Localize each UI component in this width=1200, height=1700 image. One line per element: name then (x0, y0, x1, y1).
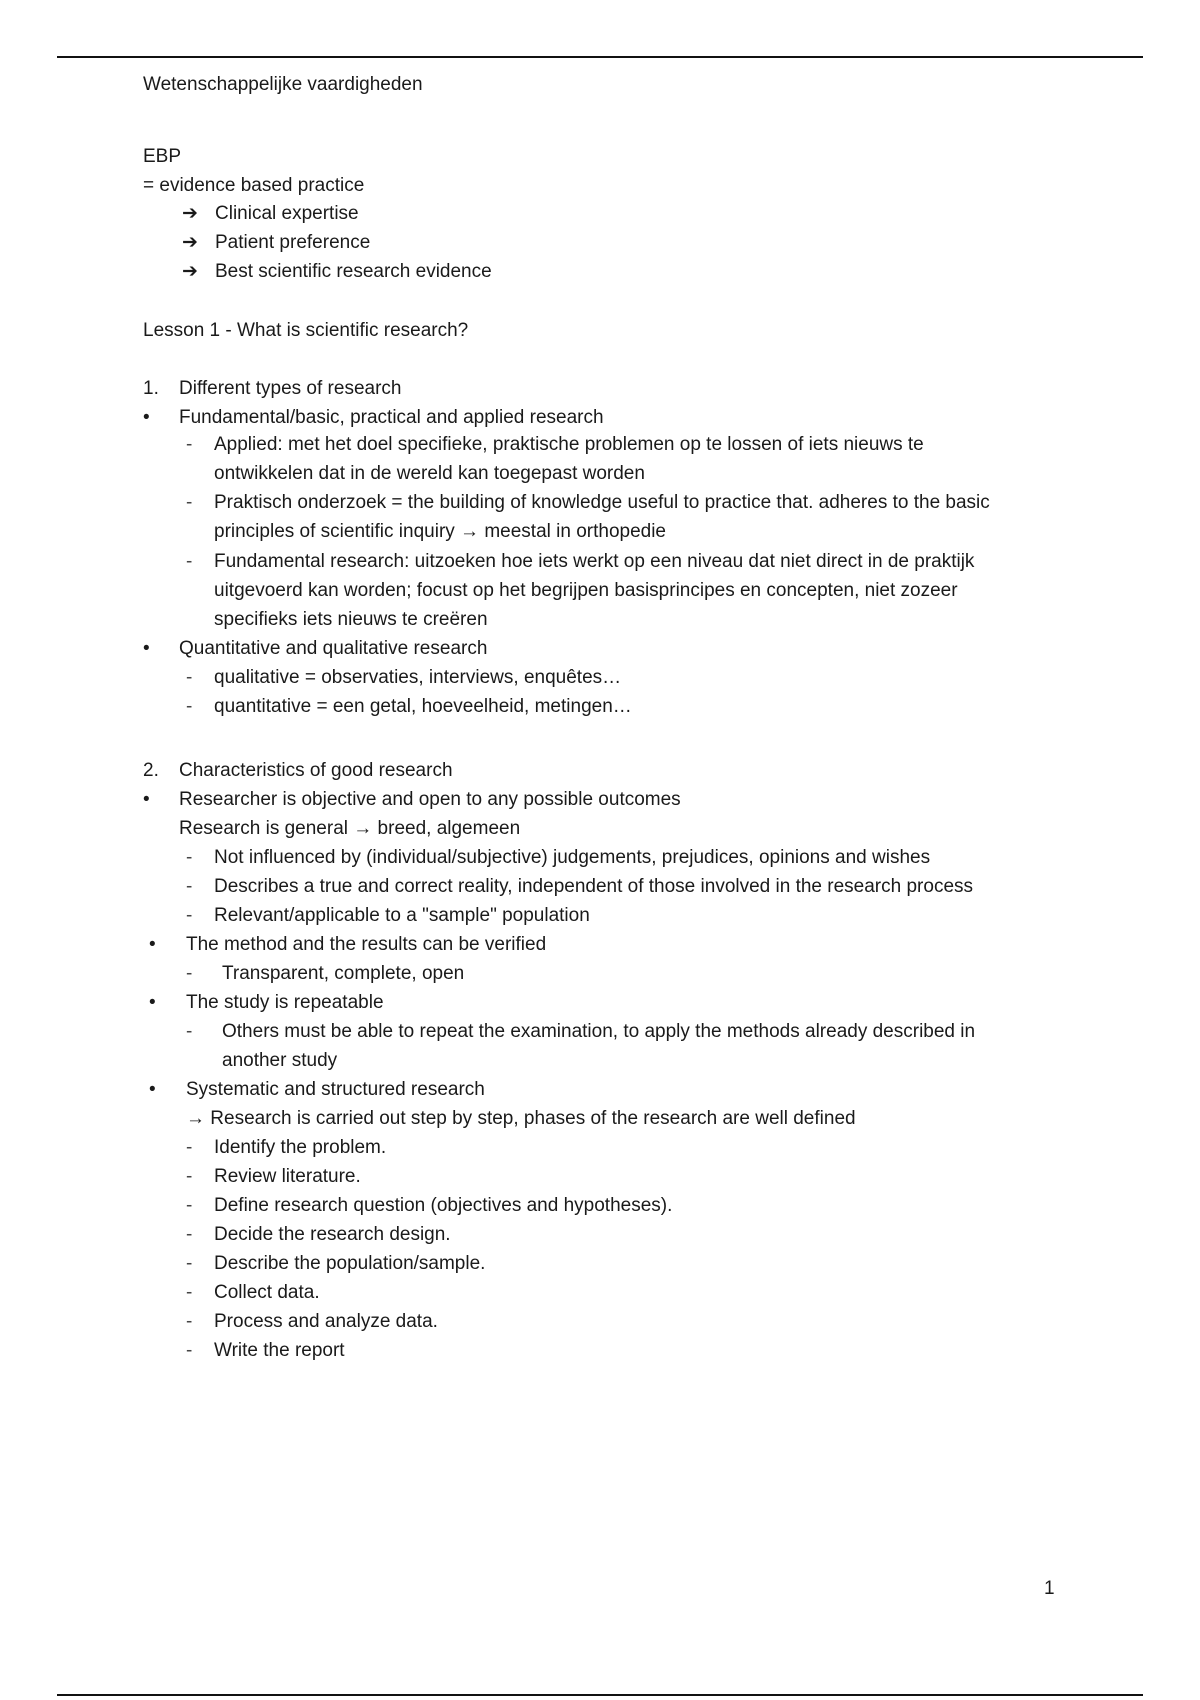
sub-item-continuation: uitgevoerd kan worden; focust op het begrijpen basisprincipes en concepten, niet zozeer (214, 580, 958, 601)
sub-item-continuation: ontwikkelen dat in de wereld kan toegepast worden (214, 463, 645, 484)
dash-icon: - (186, 1311, 193, 1332)
bullet-icon: • (149, 1079, 156, 1100)
dash-icon: - (186, 1195, 193, 1216)
sub-item: Praktisch onderzoek = the building of knowledge useful to practice that. adheres to the basic (214, 492, 990, 513)
dash-icon: - (186, 847, 193, 868)
ebp-item: Clinical expertise (215, 203, 359, 224)
ebp-definition: = evidence based practice (143, 175, 365, 196)
systematic-intro (186, 1106, 856, 1132)
document-title: Wetenschappelijke vaardigheden (143, 74, 423, 95)
step-item: Collect data. (214, 1282, 320, 1303)
dash-icon: - (186, 1021, 193, 1042)
bullet-icon: • (149, 934, 156, 955)
arrow-icon: ➔ (182, 232, 198, 253)
arrow-right-icon: → (353, 818, 373, 839)
step-item: Describe the population/sample. (214, 1253, 486, 1274)
dash-icon: - (186, 1253, 193, 1274)
sub-item-continuation: specifieks iets nieuws te creëren (214, 609, 488, 630)
bullet-icon: • (143, 789, 150, 810)
bullet-item: The study is repeatable (186, 992, 384, 1013)
bullet-text: breed, algemeen (377, 818, 521, 839)
step-item: Identify the problem. (214, 1137, 387, 1158)
arrow-right-icon: → (186, 1108, 205, 1129)
arrow-icon: ➔ (182, 261, 198, 282)
dash-icon: - (186, 1166, 193, 1187)
page-number: 1 (1044, 1578, 1055, 1599)
step-item: Decide the research design. (214, 1224, 451, 1245)
sub-item: qualitative = observaties, interviews, enquêtes… (214, 667, 622, 688)
sub-item: Describes a true and correct reality, independent of those involved in the research process (214, 876, 974, 897)
dash-icon: - (186, 696, 193, 717)
bullet-item: Systematic and structured research (186, 1079, 485, 1100)
dash-icon: - (186, 1340, 193, 1361)
top-rule (57, 56, 1143, 58)
bullet-icon: • (149, 992, 156, 1013)
step-item: Define research question (objectives and hypotheses). (214, 1195, 673, 1216)
dash-icon: - (186, 551, 193, 572)
section-title: Characteristics of good research (179, 760, 453, 781)
section-number: 2. (143, 760, 159, 781)
dash-icon: - (186, 876, 193, 897)
bullet-item: Researcher is objective and open to any possible outcomes (179, 789, 681, 810)
dash-icon: - (186, 434, 193, 455)
sub-item-continuation (214, 519, 666, 545)
bullet-text: Research is general (179, 818, 348, 839)
step-item: Write the report (214, 1340, 345, 1361)
lesson-title: Lesson 1 - What is scientific research? (143, 320, 469, 341)
sub-item: Not influenced by (individual/subjective) judgements, prejudices, opinions and wishes (214, 847, 931, 868)
bottom-rule (57, 1694, 1143, 1696)
sub-item: Relevant/applicable to a "sample" population (214, 905, 590, 926)
section-title: Different types of research (179, 378, 402, 399)
step-item: Process and analyze data. (214, 1311, 438, 1332)
bullet-item: The method and the results can be verified (186, 934, 547, 955)
dash-icon: - (186, 963, 193, 984)
bullet-item: Quantitative and qualitative research (179, 638, 488, 659)
dash-icon: - (186, 1137, 193, 1158)
ebp-item: Best scientific research evidence (215, 261, 492, 282)
sub-item: Fundamental research: uitzoeken hoe iets werkt op een niveau dat niet direct in de praktijk (214, 551, 975, 572)
arrow-right-icon: → (460, 521, 480, 542)
dash-icon: - (186, 1282, 193, 1303)
ebp-item: Patient preference (215, 232, 371, 253)
ebp-heading: EBP (143, 146, 182, 167)
sub-item-text: meestal in orthopedie (484, 521, 666, 542)
section-number: 1. (143, 378, 159, 399)
dash-icon: - (186, 492, 193, 513)
bullet-item-continuation (179, 816, 520, 842)
bullet-icon: • (143, 638, 150, 659)
bullet-icon: • (143, 407, 150, 428)
bullet-item: Fundamental/basic, practical and applied research (179, 407, 604, 428)
dash-icon: - (186, 1224, 193, 1245)
dash-icon: - (186, 667, 193, 688)
sub-item: Transparent, complete, open (222, 963, 465, 984)
intro-text: Research is carried out step by step, phases of the research are well defined (210, 1108, 856, 1129)
arrow-icon: ➔ (182, 203, 198, 224)
sub-item-text: principles of scientific inquiry (214, 521, 455, 542)
sub-item: Others must be able to repeat the examination, to apply the methods already described in (222, 1021, 976, 1042)
sub-item: quantitative = een getal, hoeveelheid, metingen… (214, 696, 632, 717)
sub-item-continuation: another study (222, 1050, 338, 1071)
sub-item: Applied: met het doel specifieke, praktische problemen op te lossen of iets nieuws te (214, 434, 924, 455)
step-item: Review literature. (214, 1166, 361, 1187)
dash-icon: - (186, 905, 193, 926)
